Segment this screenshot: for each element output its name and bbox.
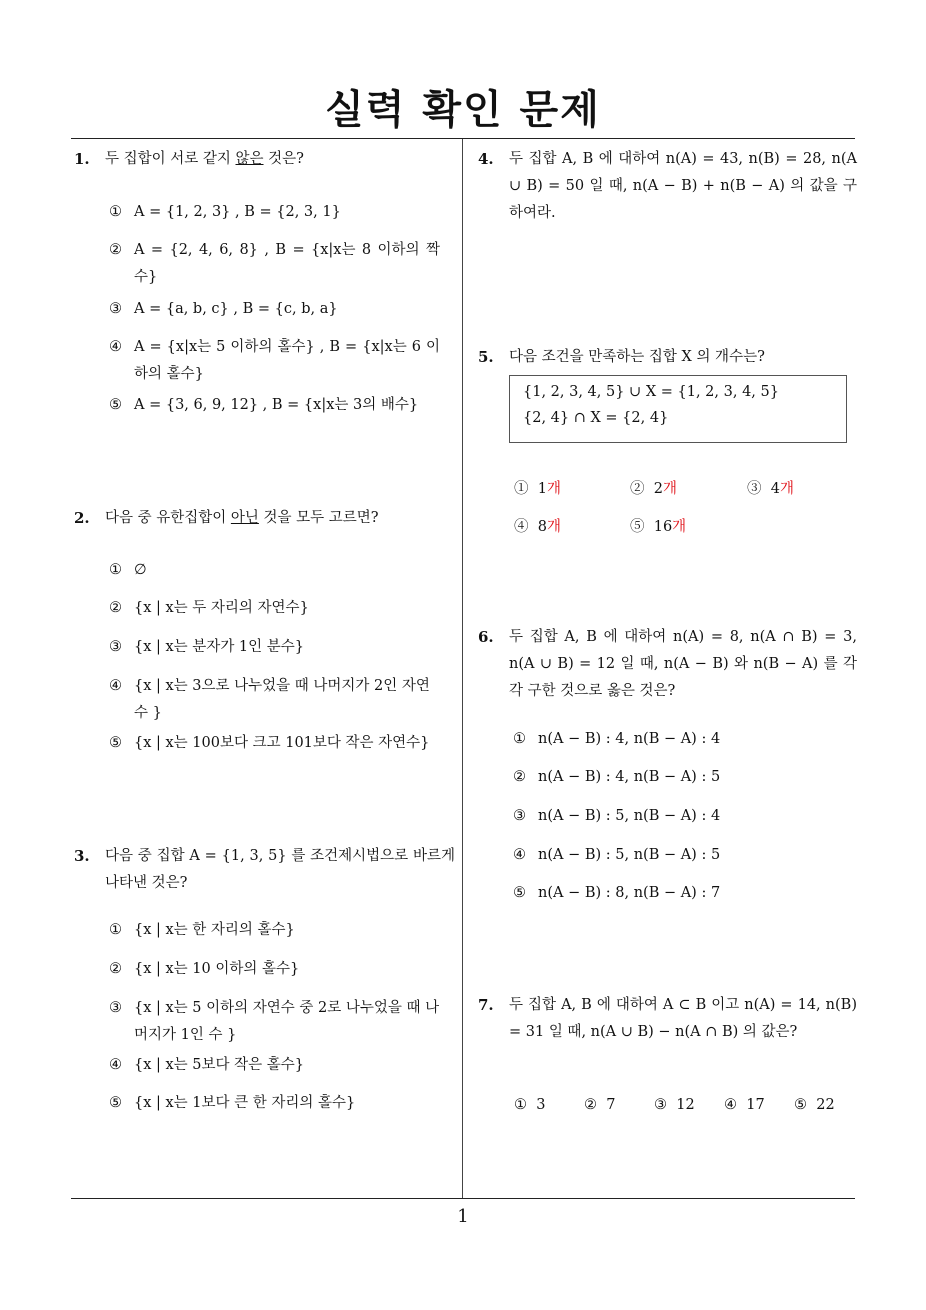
option-mark: ③ [109, 1000, 122, 1016]
option-mark: ③ [109, 301, 122, 317]
question-stem: 다음 조건을 만족하는 집합 X 의 개수는? [509, 349, 765, 365]
condition-box [509, 375, 847, 443]
question-1 [74, 146, 455, 173]
underlined-word: 아닌 [230, 510, 259, 526]
option-text: {x | x는 10 이하의 홀수} [134, 961, 300, 977]
option-5-1[interactable] [514, 477, 561, 498]
option-7-3[interactable] [654, 1097, 695, 1113]
option-text: n(A − B) : 8, n(B − A) : 7 [538, 885, 721, 901]
page-title: 실력 확인 문제 [325, 87, 601, 133]
option-mark: ④ [109, 678, 122, 694]
option-3-2[interactable] [109, 956, 440, 983]
option-mark: ② [584, 1097, 597, 1113]
option-text: 7 [606, 1097, 616, 1113]
option-5-4[interactable] [514, 515, 561, 536]
option-text: {x | x는 100보다 크고 101보다 작은 자연수} [134, 735, 430, 751]
option-mark: ① [513, 731, 526, 747]
option-text: 3 [536, 1097, 546, 1113]
option-text: 22 [816, 1097, 835, 1113]
option-mark: ③ [109, 639, 122, 655]
option-unit: 개 [779, 481, 794, 497]
question-number: 7. [478, 996, 494, 1014]
option-mark: ② [630, 481, 645, 497]
option-mark: ① [514, 1097, 527, 1113]
option-text: A = {a, b, c} , B = {c, b, a} [134, 301, 338, 317]
option-2-4[interactable] [109, 673, 444, 727]
option-mark: ⑤ [630, 519, 645, 535]
option-text: n(A − B) : 4, n(B − A) : 5 [538, 769, 721, 785]
option-3-3[interactable] [109, 995, 444, 1049]
option-text: {x | x는 두 자리의 자연수} [134, 600, 309, 616]
question-number: 3. [74, 847, 90, 865]
option-mark: ③ [654, 1097, 667, 1113]
option-7-2[interactable] [584, 1097, 615, 1113]
option-3-5[interactable] [109, 1090, 440, 1117]
option-mark: ⑤ [794, 1097, 807, 1113]
question-4 [478, 146, 857, 227]
option-2-2[interactable] [109, 595, 440, 622]
option-text: n(A − B) : 5, n(B − A) : 5 [538, 847, 721, 863]
question-number: 2. [74, 509, 90, 527]
option-text: A = {1, 2, 3} , B = {2, 3, 1} [134, 204, 341, 220]
option-mark: ② [513, 769, 526, 785]
question-stem: 두 집합 A, B 에 대하여 n(A) = 43, n(B) = 28, n(A ∪ B) = 50 일 때, n(A − B) + n(B − A) 의 값을 구하여라. [509, 151, 857, 221]
question-7 [478, 992, 857, 1046]
option-num: 4 [770, 481, 780, 497]
option-1-3[interactable] [109, 296, 440, 323]
option-mark: ② [109, 961, 122, 977]
question-stem: 두 집합이 서로 같지 [105, 151, 236, 167]
option-num: 2 [653, 481, 663, 497]
option-mark: ④ [513, 847, 526, 863]
option-1-1[interactable] [109, 199, 440, 226]
option-1-4[interactable] [109, 334, 440, 388]
option-text: {x | x는 한 자리의 홀수} [134, 922, 295, 938]
option-mark: ⑤ [513, 885, 526, 901]
option-6-2[interactable] [513, 764, 838, 791]
option-mark: ⑤ [109, 397, 122, 413]
option-mark: ④ [109, 1057, 122, 1073]
option-text: ∅ [134, 562, 147, 578]
option-2-1[interactable] [109, 557, 440, 584]
question-stem-end: 것은? [263, 151, 304, 167]
option-mark: ⑤ [109, 735, 122, 751]
option-mark: ③ [747, 481, 762, 497]
bottom-rule [71, 1198, 855, 1199]
question-3 [74, 843, 455, 897]
option-2-5[interactable] [109, 730, 440, 757]
question-stem-end: 것을 모두 고르면? [258, 510, 379, 526]
option-num: 16 [653, 519, 673, 535]
option-mark: ② [109, 242, 122, 258]
column-divider [462, 139, 463, 1198]
question-stem: 두 집합 A, B 에 대하여 A ⊂ B 이고 n(A) = 14, n(B) = 31 일 때, n(A ∪ B) − n(A ∩ B) 의 값은? [509, 997, 857, 1040]
option-3-1[interactable] [109, 917, 440, 944]
question-stem: 두 집합 A, B 에 대하여 n(A) = 8, n(A ∩ B) = 3, n(A ∪ B) = 12 일 때, n(A − B) 와 n(B − A) 를 각각 구한 것으로 옳은 것은? [509, 629, 857, 699]
option-1-5[interactable] [109, 392, 440, 419]
option-text: A = {x|x는 5 이하의 홀수} , B = {x|x는 6 이하의 홀수} [134, 339, 440, 382]
option-unit: 개 [546, 481, 561, 497]
option-6-1[interactable] [513, 726, 838, 753]
option-text: {x | x는 5보다 작은 홀수} [134, 1057, 305, 1073]
option-7-5[interactable] [794, 1097, 835, 1113]
option-mark: ① [109, 204, 122, 220]
option-2-3[interactable] [109, 634, 440, 661]
option-text: A = {3, 6, 9, 12} , B = {x|x는 3의 배수} [134, 397, 419, 413]
question-number: 6. [478, 628, 494, 646]
option-mark: ④ [724, 1097, 737, 1113]
page-number: 1 [457, 1206, 469, 1227]
option-unit: 개 [546, 519, 561, 535]
option-mark: ① [109, 922, 122, 938]
option-text: {x | x는 5 이하의 자연수 중 2로 나누었을 때 나머지가 1인 수 } [134, 1000, 440, 1043]
option-7-1[interactable] [514, 1097, 545, 1113]
option-1-2[interactable] [109, 237, 440, 291]
option-5-5[interactable] [630, 515, 686, 536]
option-mark: ④ [514, 519, 529, 535]
option-mark: ④ [109, 339, 122, 355]
option-mark: ③ [513, 808, 526, 824]
option-text: {x | x는 1보다 큰 한 자리의 홀수} [134, 1095, 356, 1111]
option-7-4[interactable] [724, 1097, 765, 1113]
option-5-3[interactable] [747, 477, 794, 498]
question-6 [478, 624, 857, 705]
option-6-4[interactable] [513, 842, 838, 869]
question-stem: 다음 중 집합 A = {1, 3, 5} 를 조건제시법으로 바르게 나타낸 것은? [105, 848, 455, 891]
option-text: 17 [746, 1097, 765, 1113]
option-3-4[interactable] [109, 1052, 440, 1079]
option-mark: ① [109, 562, 122, 578]
question-number: 1. [74, 150, 90, 168]
option-unit: 개 [662, 481, 677, 497]
option-mark: ⑤ [109, 1095, 122, 1111]
option-6-3[interactable] [513, 803, 838, 830]
top-rule [71, 138, 855, 139]
option-num: 8 [537, 519, 547, 535]
question-number: 5. [478, 348, 494, 366]
option-5-2[interactable] [630, 477, 677, 498]
option-text: {x | x는 3으로 나누었을 때 나머지가 2인 자연 수 } [134, 678, 430, 721]
option-text: {x | x는 분자가 1인 분수} [134, 639, 305, 655]
option-num: 1 [537, 481, 547, 497]
condition-line-1: {1, 2, 3, 4, 5} ∪ X = {1, 2, 3, 4, 5} [523, 384, 779, 400]
option-mark: ① [514, 481, 529, 497]
underlined-word: 않은 [235, 151, 264, 167]
question-2 [74, 505, 455, 532]
condition-line-2: {2, 4} ∩ X = {2, 4} [523, 410, 669, 426]
question-5 [478, 344, 857, 371]
option-mark: ② [109, 600, 122, 616]
option-text: n(A − B) : 4, n(B − A) : 4 [538, 731, 721, 747]
question-stem: 다음 중 유한집합이 [105, 510, 231, 526]
option-text: n(A − B) : 5, n(B − A) : 4 [538, 808, 721, 824]
option-text: 12 [676, 1097, 695, 1113]
option-6-5[interactable] [513, 880, 838, 907]
question-number: 4. [478, 150, 494, 168]
option-text: A = {2, 4, 6, 8} , B = {x|x는 8 이하의 짝수} [134, 242, 440, 285]
option-unit: 개 [672, 519, 687, 535]
